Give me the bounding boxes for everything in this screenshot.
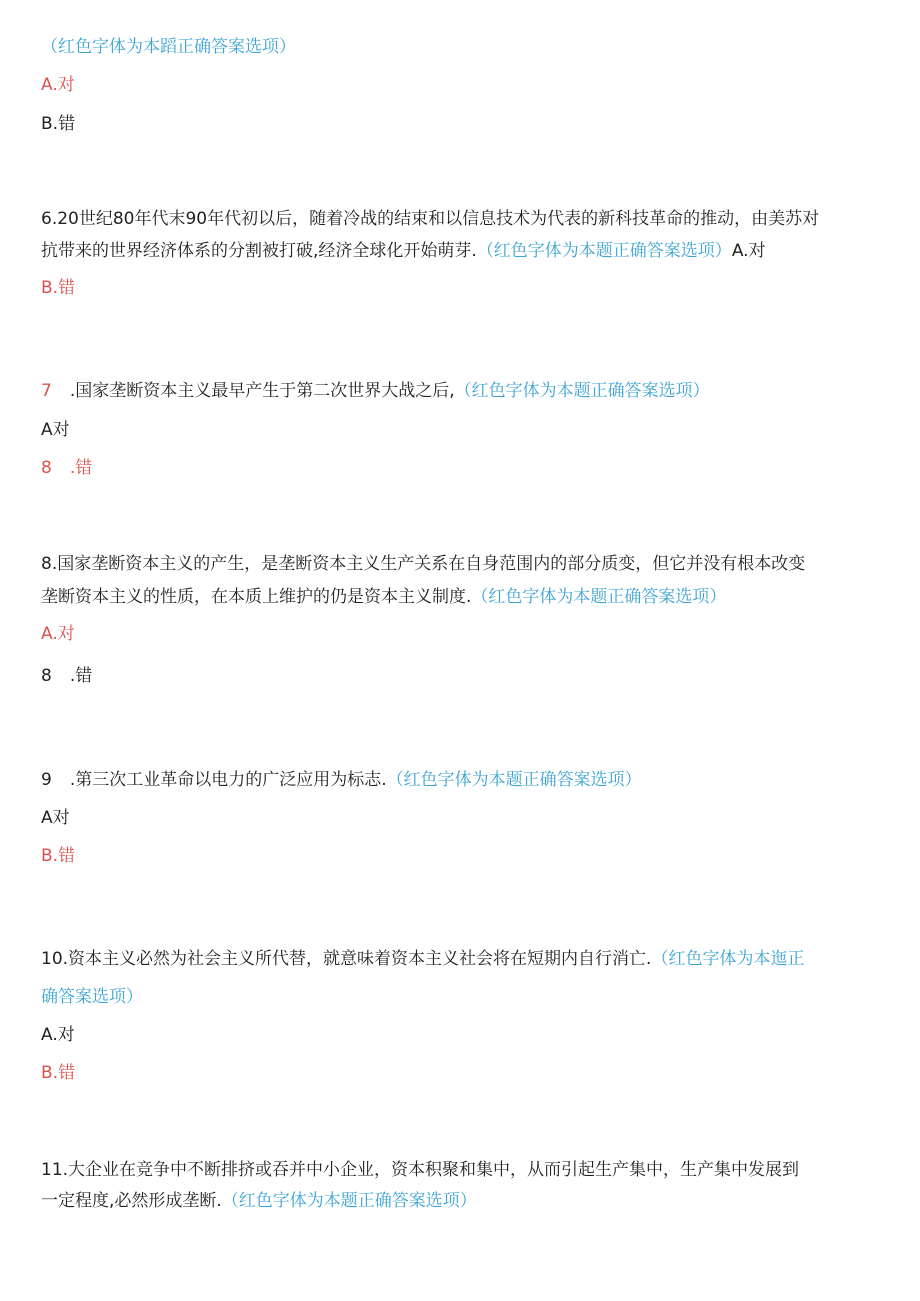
q11-question-line1: 11.大企业在竞争中不断排挤或吞并中小企业，资本积聚和集中，从而引起生产集中，生产集中发展到 <box>41 1160 800 1180</box>
q9-option-b[interactable]: B.错 <box>41 846 76 866</box>
q11-question-text: 一定程度,必然形成垄断. <box>41 1191 222 1211</box>
q7-option-b[interactable] <box>41 456 92 480</box>
q10-hint-part2: 确答案选项） <box>41 987 143 1007</box>
q5-option-a[interactable]: A.对 <box>41 75 75 95</box>
q6-question-line2 <box>41 239 766 263</box>
q6-question-text: 抗带来的世界经济体系的分割被打破,经济全球化开始萌芽. <box>41 241 477 261</box>
q9-number: 9 <box>41 770 52 790</box>
q10-option-a[interactable]: A.对 <box>41 1025 75 1045</box>
q11-question-line2 <box>41 1189 477 1213</box>
q9-question <box>41 768 642 792</box>
q6-question-line1: 6.20世纪80年代末90年代初以后，随着冷战的结束和以信息技术为代表的新科技革命的推动，由美苏对 <box>41 209 820 229</box>
q7-option-a[interactable]: A对 <box>41 420 70 440</box>
q5-hint: （红色字体为本蹈正确答案选项） <box>41 37 296 57</box>
q8-question-line2 <box>41 585 726 609</box>
q10-option-b[interactable]: B.错 <box>41 1063 76 1083</box>
q8-option-a[interactable]: A.对 <box>41 624 75 644</box>
q8-question-text: 垄断资本主义的性质，在本质上维护的仍是资本主义制度. <box>41 587 472 607</box>
q9-option-a[interactable]: A对 <box>41 808 70 828</box>
q7-hint: （红色字体为本题正确答案选项） <box>454 381 710 401</box>
q7-question <box>41 379 710 403</box>
q7-option-b-text: .错 <box>69 458 93 478</box>
q6-hint: （红色字体为本题正确答案选项） <box>476 241 732 261</box>
q8-option-b[interactable] <box>41 664 92 688</box>
q8-option-b-number: 8 <box>41 666 52 686</box>
q6-option-a[interactable]: A.对 <box>731 241 766 261</box>
q10-question-text: 10.资本主义必然为社会主义所代替，就意味着资本主义社会将在短期内自行消亡. <box>41 949 652 969</box>
q7-question-text: .国家垄断资本主义最早产生于第二次世界大战之后, <box>69 381 455 401</box>
q10-question-line1 <box>41 947 804 971</box>
q8-question-line1: 8.国家垄断资本主义的产生，是垄断资本主义生产关系在自身范围内的部分质变，但它并没有根本改变 <box>41 554 806 574</box>
q5-option-b[interactable]: B.错 <box>41 114 76 134</box>
q9-hint: （红色字体为本题正确答案选项） <box>386 770 642 790</box>
q8-option-b-text: .错 <box>69 666 93 686</box>
q6-option-b[interactable]: B.错 <box>41 278 76 298</box>
q11-hint: （红色字体为本题正确答案选项） <box>221 1191 477 1211</box>
q10-hint-part1: （红色字体为本迤正 <box>651 949 805 969</box>
q7-option-b-number: 8 <box>41 458 52 478</box>
q9-question-text: .第三次工业革命以电力的广泛应用为标志. <box>69 770 387 790</box>
q7-number: 7 <box>41 381 52 401</box>
q8-hint: （红色字体为本题正确答案选项） <box>471 587 727 607</box>
